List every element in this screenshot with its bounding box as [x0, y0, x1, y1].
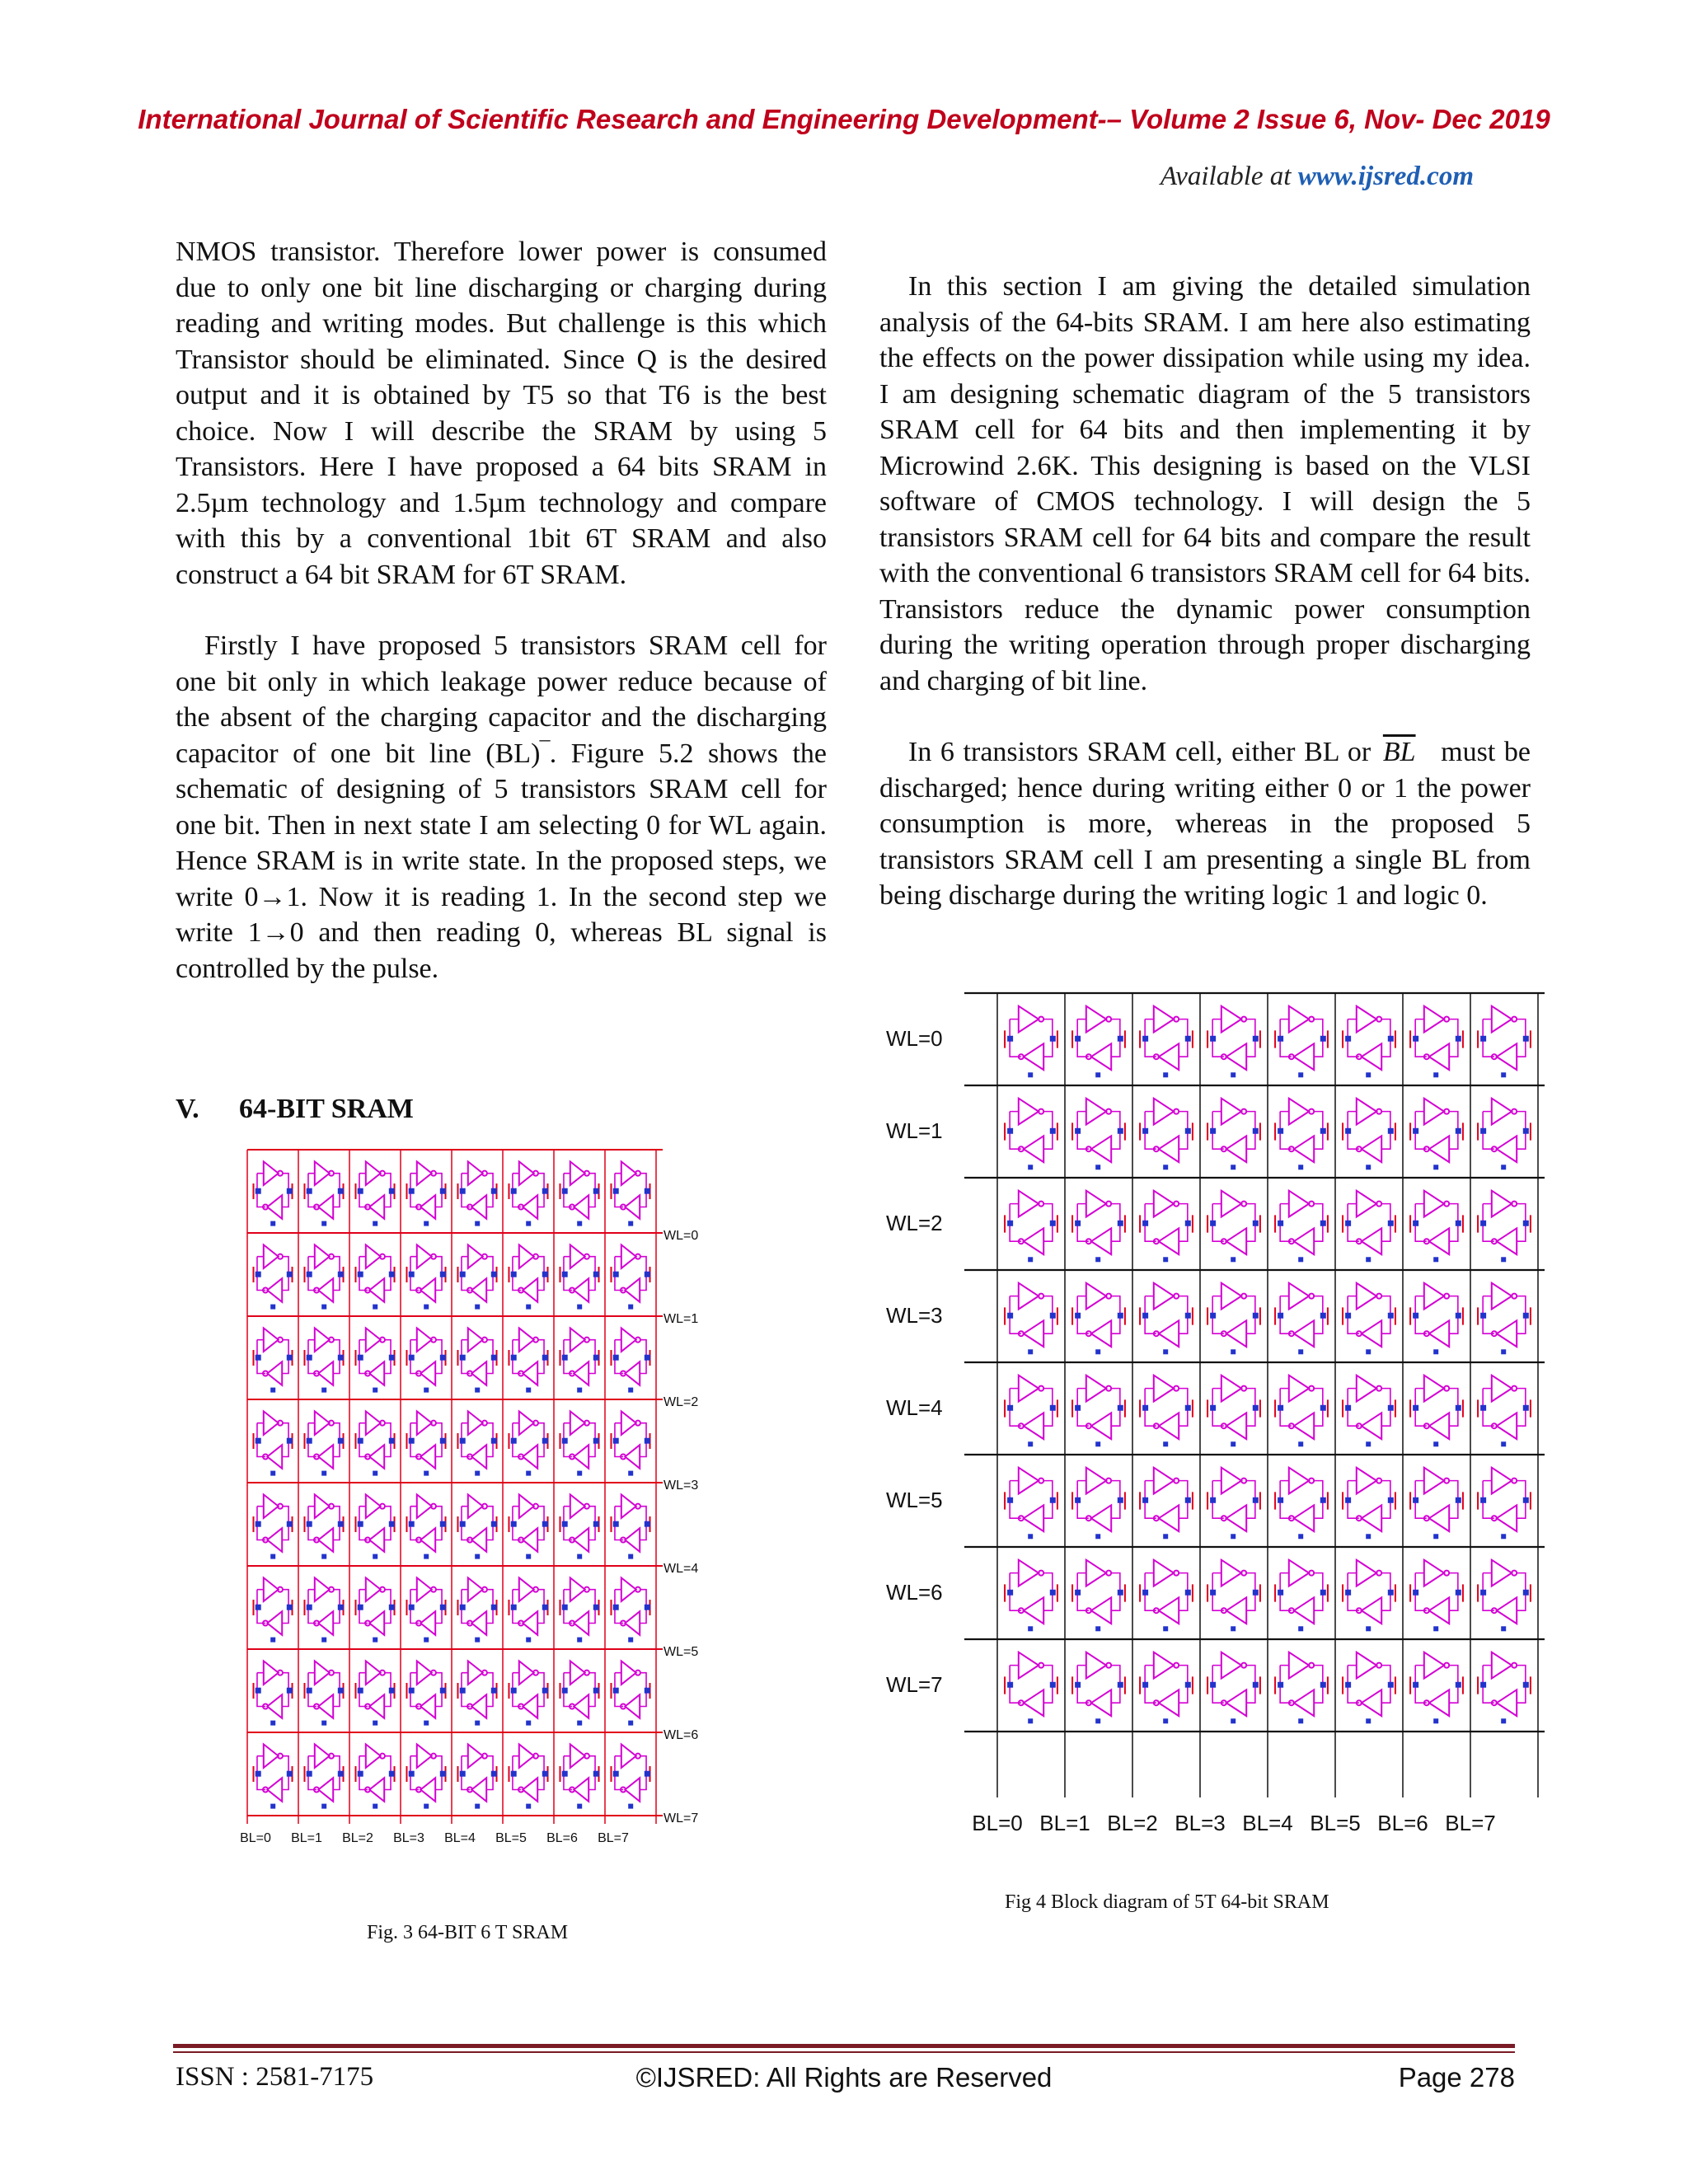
wl-label-0: WL=0	[886, 1026, 943, 1051]
sram-cell-41	[304, 1577, 343, 1642]
sram-cell-24	[1005, 1283, 1057, 1355]
sram-cell-50	[355, 1661, 394, 1725]
sram-cell-58	[355, 1744, 394, 1808]
sram-cell-43	[1207, 1468, 1260, 1540]
right-paragraph-2	[879, 734, 1531, 914]
sram-cell-48	[253, 1661, 292, 1725]
sram-cell-0	[1005, 1006, 1057, 1078]
sram-cell-16	[1005, 1191, 1057, 1263]
sram-cell-44	[1275, 1468, 1328, 1540]
sram-cell-55	[1478, 1560, 1531, 1632]
sram-cell-27	[1207, 1283, 1260, 1355]
left-column	[176, 234, 827, 987]
sram-cell-53	[509, 1661, 547, 1725]
sram-cell-44	[457, 1577, 496, 1642]
sram-cell-15	[611, 1244, 649, 1309]
sram-cell-54	[560, 1661, 598, 1725]
sram-cell-43	[406, 1577, 445, 1642]
sram-cell-27	[406, 1411, 445, 1475]
sram-cell-63	[611, 1744, 649, 1808]
sram-cell-48	[1005, 1560, 1057, 1632]
sram-cell-47	[611, 1577, 649, 1642]
sram-cell-21	[509, 1328, 547, 1392]
sram-cell-35	[1207, 1376, 1260, 1447]
footer-copyright: ©IJSRED: All Rights are Reserved	[635, 2062, 1053, 2093]
bl-label-7: BL=7	[598, 1831, 629, 1845]
sram-cell-56	[253, 1744, 292, 1808]
wl-label-5: WL=5	[886, 1488, 943, 1512]
sram-cell-57	[304, 1744, 343, 1808]
figure-5t-sram-block-diagram	[874, 977, 1541, 1867]
journal-header: International Journal of Scientific Research and Engineering Development-– Volume 2 Issue 6, Nov- Dec 2019	[138, 104, 1550, 134]
sram-cell-22	[560, 1328, 598, 1392]
sram-cell-26	[1140, 1283, 1193, 1355]
sram-cell-49	[304, 1661, 343, 1725]
sram-cell-18	[355, 1328, 394, 1392]
wl-label-1: WL=1	[663, 1312, 699, 1326]
sram-cell-25	[304, 1411, 343, 1475]
sram-cell-45	[509, 1577, 547, 1642]
sram-cell-21	[1343, 1191, 1395, 1263]
sram-cell-7	[1478, 1006, 1531, 1078]
available-prefix: Available at	[1160, 162, 1298, 191]
footer-page-number: Page 278	[1398, 2062, 1515, 2093]
sram-cell-5	[509, 1161, 547, 1226]
wl-label-1: WL=1	[886, 1118, 943, 1143]
sram-cell-51	[406, 1661, 445, 1725]
wl-label-3: WL=3	[886, 1303, 943, 1328]
sram-cell-61	[1343, 1652, 1395, 1724]
sram-cell-34	[355, 1494, 394, 1558]
bl-label-4: BL=4	[1242, 1811, 1293, 1835]
wl-label-2: WL=2	[663, 1395, 699, 1409]
wl-label-6: WL=6	[886, 1580, 943, 1605]
sram-cell-24	[253, 1411, 292, 1475]
sram-cell-51	[1207, 1560, 1260, 1632]
left-paragraph-1: NMOS transistor. Therefore lower power is consumed due to only one bit line discharging or charging during reading and writing modes. But challenge is this which Transistor should be eliminated. Since Q is the desired output and it is obtained by T5 so that T6 is the best choice. Now I will describe the SRAM by using 5 Transistors. Here I have proposed a 64 bits SRAM in 2.5µm technology and 1.5µm technology and compare with this by a conventional 1bit 6T SRAM and also construct a 64 bit SRAM for 6T SRAM.	[176, 237, 827, 590]
sram-cell-8	[253, 1244, 292, 1309]
sram-cell-19	[406, 1328, 445, 1392]
sram-cell-39	[1478, 1376, 1531, 1447]
section-title: 64-BIT SRAM	[239, 1094, 414, 1124]
sram-cell-10	[1140, 1099, 1193, 1170]
sram-cell-40	[1005, 1468, 1057, 1540]
bl-label-0: BL=0	[972, 1811, 1023, 1835]
sram-cell-36	[1275, 1376, 1328, 1447]
sram-cell-52	[457, 1661, 496, 1725]
wl-label-5: WL=5	[663, 1645, 699, 1659]
bl-label-1: BL=1	[1039, 1811, 1090, 1835]
sram-cell-32	[1005, 1376, 1057, 1447]
sram-cell-7	[611, 1161, 649, 1226]
sram-cell-14	[560, 1244, 598, 1309]
wl-label-2: WL=2	[886, 1211, 943, 1235]
sram-cell-17	[304, 1328, 343, 1392]
sram-cell-61	[509, 1744, 547, 1808]
sram-cell-33	[1072, 1376, 1125, 1447]
figure-6t-sram-array	[240, 1141, 820, 1883]
sram-cell-47	[1478, 1468, 1531, 1540]
bl-bar-mark: ‾	[540, 738, 550, 769]
sram-cell-56	[1005, 1652, 1057, 1724]
sram-cell-31	[611, 1411, 649, 1475]
sram-cell-1	[1072, 1006, 1125, 1078]
right-paragraph-1: In this section I am giving the detailed simulation analysis of the 64-bits SRAM. I am here also estimating the effects on the power dissipation while using my idea. I am designing schematic diagram of the 5 transistors SRAM cell for 64 bits and then implementing it by Microwind 2.6K. This designing is based on the VLSI software of CMOS technology. I will design the 5 transistors SRAM cell for 64 bits and compare the result with the conventional 6 transistors SRAM cell for 64 bits. Transistors reduce the dynamic power consumption during the writing operation through proper discharging and charging of bit line.	[879, 271, 1531, 696]
sram-cell-49	[1072, 1560, 1125, 1632]
sram-cell-40	[253, 1577, 292, 1642]
wl-label-7: WL=7	[663, 1811, 699, 1825]
sram-cell-13	[509, 1244, 547, 1309]
sram-cell-3	[406, 1161, 445, 1226]
footer-rule-thin	[173, 2051, 1515, 2053]
footer-rule-thick	[173, 2044, 1515, 2048]
left-p2-text-b: . Figure 5.2 shows the schematic of designing of 5 transistors SRAM cell for one bit. Then in next state I am selecting 0 for WL again. Hence SRAM is in write state. In the proposed steps, we write 0→1. Now it is reading 1. In the second step we write 1→0 and then reading 0, whereas BL signal is controlled by the pulse.	[176, 738, 827, 984]
fig3-wordline-labels	[663, 1229, 698, 1825]
bl-label-6: BL=6	[546, 1831, 578, 1845]
sram-cell-1	[304, 1161, 343, 1226]
sram-cell-6	[1410, 1006, 1463, 1078]
sram-cell-30	[1410, 1283, 1463, 1355]
sram-cell-23	[1478, 1191, 1531, 1263]
sram-cell-15	[1478, 1099, 1531, 1170]
fig4-wordline-labels	[886, 1026, 943, 1697]
sram-cell-13	[1343, 1099, 1395, 1170]
sram-cell-55	[611, 1661, 649, 1725]
sram-cell-25	[1072, 1283, 1125, 1355]
sram-cell-54	[1410, 1560, 1463, 1632]
bl-label-0: BL=0	[240, 1831, 271, 1845]
sram-cell-12	[457, 1244, 496, 1309]
fig4-bitline-labels	[972, 1811, 1495, 1835]
sram-cell-53	[1343, 1560, 1395, 1632]
sram-cell-29	[1343, 1283, 1395, 1355]
sram-cell-2	[355, 1161, 394, 1226]
bl-label-6: BL=6	[1377, 1811, 1428, 1835]
sram-cell-52	[1275, 1560, 1328, 1632]
sram-cell-17	[1072, 1191, 1125, 1263]
fig3-bitline-labels	[240, 1831, 629, 1845]
sram-cell-63	[1478, 1652, 1531, 1724]
fig3-caption: Fig. 3 64-BIT 6 T SRAM	[367, 1922, 569, 1943]
sram-cell-42	[1140, 1468, 1193, 1540]
sram-cell-22	[1410, 1191, 1463, 1263]
sram-cell-29	[509, 1411, 547, 1475]
sram-cell-33	[304, 1494, 343, 1558]
sram-cell-28	[457, 1411, 496, 1475]
sram-cell-28	[1275, 1283, 1328, 1355]
sram-cell-0	[253, 1161, 292, 1226]
sram-cell-45	[1343, 1468, 1395, 1540]
sram-cell-57	[1072, 1652, 1125, 1724]
right-p2-text-a: In 6 transistors SRAM cell, either BL or	[908, 737, 1380, 767]
sram-cell-50	[1140, 1560, 1193, 1632]
sram-cell-31	[1478, 1283, 1531, 1355]
wl-label-0: WL=0	[663, 1229, 699, 1243]
sram-cell-35	[406, 1494, 445, 1558]
footer-issn: ISSN : 2581-7175	[176, 2062, 374, 2092]
sram-cell-5	[1343, 1006, 1395, 1078]
sram-cell-62	[1410, 1652, 1463, 1724]
sram-cell-23	[611, 1328, 649, 1392]
sram-cell-34	[1140, 1376, 1193, 1447]
availability-line	[1160, 162, 1474, 192]
sram-cell-41	[1072, 1468, 1125, 1540]
fig4-caption: Fig 4 Block diagram of 5T 64-bit SRAM	[1005, 1891, 1329, 1913]
section-number: V.	[176, 1094, 199, 1124]
sram-cell-11	[406, 1244, 445, 1309]
left-p2-text-a: Firstly I have proposed 5 transistors SRAM cell for one bit only in which leakage power reduce because of the absent of the charging capacitor and the discharging capacitor of one bit line (BL)	[176, 630, 827, 769]
journal-website-link[interactable]: www.ijsred.com	[1297, 162, 1474, 191]
left-paragraph-2	[176, 628, 827, 987]
sram-cell-30	[560, 1411, 598, 1475]
sram-cell-4	[1275, 1006, 1328, 1078]
sram-cell-42	[355, 1577, 394, 1642]
sram-cell-12	[1275, 1099, 1328, 1170]
bl-label-1: BL=1	[291, 1831, 322, 1845]
sram-cell-6	[560, 1161, 598, 1226]
sram-cell-46	[560, 1577, 598, 1642]
bl-bar-symbol: $\overline{BL}$	[1382, 737, 1416, 767]
bl-label-5: BL=5	[1310, 1811, 1361, 1835]
sram-cell-62	[560, 1744, 598, 1808]
sram-cell-26	[355, 1411, 394, 1475]
bl-label-7: BL=7	[1445, 1811, 1496, 1835]
fig3-grid-lines	[247, 1150, 663, 1824]
sram-cell-38	[1410, 1376, 1463, 1447]
right-column	[879, 269, 1531, 914]
wl-label-4: WL=4	[886, 1395, 943, 1420]
sram-cell-60	[1275, 1652, 1328, 1724]
wl-label-6: WL=6	[663, 1728, 699, 1742]
sram-cell-14	[1410, 1099, 1463, 1170]
sram-cell-20	[457, 1328, 496, 1392]
sram-cell-60	[457, 1744, 496, 1808]
bl-label-2: BL=2	[342, 1831, 373, 1845]
wl-label-4: WL=4	[663, 1562, 699, 1576]
sram-cell-37	[1343, 1376, 1395, 1447]
bl-label-3: BL=3	[393, 1831, 424, 1845]
sram-cell-9	[304, 1244, 343, 1309]
sram-cell-8	[1005, 1099, 1057, 1170]
sram-cell-37	[509, 1494, 547, 1558]
sram-cell-58	[1140, 1652, 1193, 1724]
sram-cell-39	[611, 1494, 649, 1558]
sram-cell-11	[1207, 1099, 1260, 1170]
sram-cell-59	[1207, 1652, 1260, 1724]
bl-label-2: BL=2	[1107, 1811, 1158, 1835]
sram-cell-18	[1140, 1191, 1193, 1263]
wl-label-7: WL=7	[886, 1672, 943, 1697]
sram-cell-59	[406, 1744, 445, 1808]
right-p2-text-b: must be discharged; hence during writing either 0 or 1 the power consumption is more, whereas in the proposed 5 transistors SRAM cell I am presenting a single BL from being discharge during the writing logic 1 and logic 0.	[879, 737, 1531, 911]
bl-label-3: BL=3	[1175, 1811, 1226, 1835]
sram-cell-16	[253, 1328, 292, 1392]
sram-cell-10	[355, 1244, 394, 1309]
sram-cell-3	[1207, 1006, 1260, 1078]
sram-cell-9	[1072, 1099, 1125, 1170]
sram-cell-19	[1207, 1191, 1260, 1263]
bl-label-5: BL=5	[495, 1831, 527, 1845]
wl-label-3: WL=3	[663, 1479, 699, 1493]
sram-cell-38	[560, 1494, 598, 1558]
sram-cell-2	[1140, 1006, 1193, 1078]
sram-cell-4	[457, 1161, 496, 1226]
sram-cell-32	[253, 1494, 292, 1558]
sram-cell-20	[1275, 1191, 1328, 1263]
bl-label-4: BL=4	[444, 1831, 476, 1845]
sram-cell-46	[1410, 1468, 1463, 1540]
sram-cell-36	[457, 1494, 496, 1558]
section-heading	[176, 1094, 414, 1125]
